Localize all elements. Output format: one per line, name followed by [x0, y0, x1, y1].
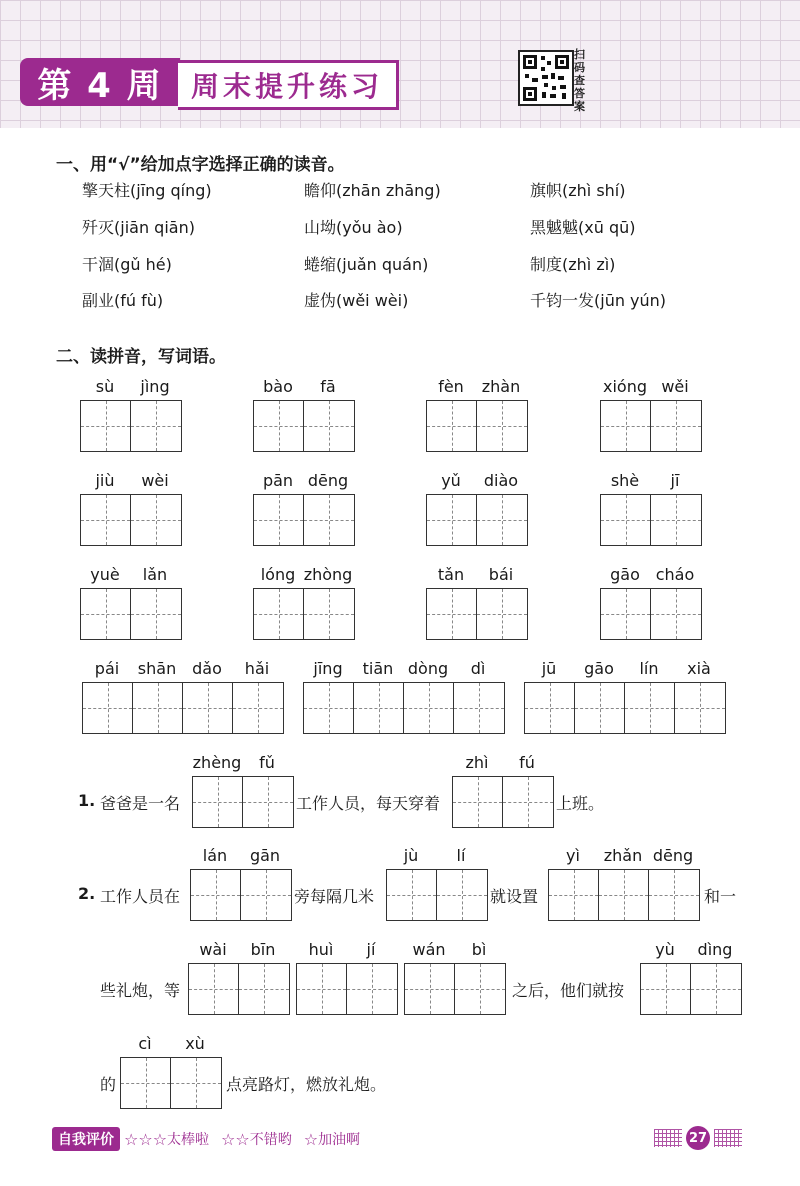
pinyin: fú: [519, 753, 535, 772]
pinyin: jí: [366, 940, 376, 959]
scan-for-answers-label: 扫 码 查 答 案: [574, 48, 585, 113]
writing-box[interactable]: [404, 963, 506, 1015]
writing-box[interactable]: [190, 869, 292, 921]
sentence-number: 1.: [78, 791, 96, 810]
pinyin: wèi: [141, 471, 169, 490]
rating-keep: 加油啊: [318, 1132, 361, 1148]
pinyin: lóng: [260, 565, 296, 584]
pinyin: yì: [566, 846, 580, 865]
pinyin: pān: [262, 471, 294, 490]
pinyin: gāo: [610, 565, 640, 584]
pinyin: sù: [95, 377, 115, 396]
writing-box[interactable]: [80, 400, 182, 452]
sentence-text: 些礼炮，等: [100, 981, 181, 1000]
pinyin: shè: [610, 471, 640, 490]
pinyin: diào: [483, 471, 519, 490]
pinyin: lǎn: [142, 565, 168, 584]
pinyin: wěi: [661, 377, 689, 396]
writing-box[interactable]: [82, 682, 284, 734]
pinyin: lán: [202, 846, 228, 865]
pinyin: fèn: [438, 377, 464, 396]
sentence-text: 的: [100, 1075, 117, 1094]
pinyin: wài: [199, 940, 227, 959]
pinyin: tǎn: [437, 565, 465, 584]
page-decoration: [654, 1129, 682, 1147]
pinyin: xióng: [603, 377, 647, 396]
pinyin: shān: [137, 659, 177, 678]
writing-box[interactable]: [426, 588, 528, 640]
star-icon[interactable]: ☆☆: [221, 1129, 250, 1149]
writing-box[interactable]: [253, 494, 355, 546]
pinyin: dēng: [652, 846, 694, 865]
writing-box[interactable]: [452, 776, 554, 828]
sentence-text: 旁每隔几米: [294, 887, 375, 906]
qr-code-icon[interactable]: [518, 50, 574, 106]
pinyin: huì: [308, 940, 334, 959]
writing-box[interactable]: [80, 588, 182, 640]
choice-item[interactable]: 擎天柱(jīng qíng): [82, 181, 212, 200]
section2-heading: 二、读拼音，写词语。: [56, 347, 226, 367]
sentence-text: 爸爸是一名: [100, 794, 181, 813]
pinyin: fǔ: [259, 753, 275, 772]
star-icon[interactable]: ☆: [303, 1129, 319, 1149]
writing-box[interactable]: [600, 400, 702, 452]
page-number: 27: [686, 1126, 710, 1150]
pinyin: lín: [639, 659, 659, 678]
page-decoration: [714, 1129, 742, 1147]
section1-heading: 一、用“√”给加点字选择正确的读音。: [56, 155, 345, 175]
pinyin: fā: [320, 377, 336, 396]
writing-box[interactable]: [640, 963, 742, 1015]
writing-box[interactable]: [253, 588, 355, 640]
choice-item[interactable]: 虚伪(wěi wèi): [304, 291, 409, 310]
sentence-text: 工作人员，每天穿着: [296, 794, 441, 813]
choice-item[interactable]: 干涸(gǔ hé): [82, 255, 172, 274]
pinyin: jiù: [95, 471, 115, 490]
pinyin: xù: [185, 1034, 205, 1053]
sentence-number: 2.: [78, 884, 96, 903]
rating-great: 太棒啦: [167, 1132, 210, 1148]
pinyin: wán: [412, 940, 446, 959]
writing-box[interactable]: [120, 1057, 222, 1109]
pinyin: bào: [263, 377, 293, 396]
pinyin: zhèng: [192, 753, 242, 772]
writing-box[interactable]: [296, 963, 398, 1015]
pinyin: gān: [249, 846, 281, 865]
week-label: 第 4 周: [20, 58, 180, 106]
writing-box[interactable]: [600, 494, 702, 546]
rating-good: 不错哟: [249, 1132, 292, 1148]
choice-item[interactable]: 旗帜(zhì shí): [530, 181, 626, 200]
choice-item[interactable]: 制度(zhì zì): [530, 255, 616, 274]
sentence-text: 上班。: [556, 794, 605, 813]
pinyin: pái: [94, 659, 120, 678]
writing-box[interactable]: [426, 494, 528, 546]
choice-item[interactable]: 瞻仰(zhān zhāng): [304, 181, 441, 200]
choice-item[interactable]: 副业(fú fù): [82, 291, 164, 310]
pinyin: bì: [471, 940, 487, 959]
writing-box[interactable]: [192, 776, 294, 828]
choice-item[interactable]: 黑魆魆(xū qū): [530, 218, 636, 237]
pinyin: yù: [655, 940, 675, 959]
choice-item[interactable]: 千钧一发(jūn yún): [530, 291, 667, 310]
pinyin: dìng: [697, 940, 733, 959]
sentence-text: 就设置: [490, 887, 539, 906]
pinyin: zhàn: [481, 377, 521, 396]
sentence-text: 点亮路灯，燃放礼炮。: [226, 1075, 387, 1094]
self-evaluation-bar: [52, 1127, 372, 1151]
writing-box[interactable]: [80, 494, 182, 546]
sentence-text: 之后，他们就按: [512, 981, 625, 1000]
pinyin: zhì: [465, 753, 489, 772]
writing-box[interactable]: [253, 400, 355, 452]
pinyin: cì: [138, 1034, 152, 1053]
pinyin: jū: [541, 659, 557, 678]
choice-item[interactable]: 歼灭(jiān qiān): [82, 218, 195, 237]
writing-box[interactable]: [386, 869, 488, 921]
writing-box[interactable]: [548, 869, 700, 921]
pinyin: bīn: [250, 940, 276, 959]
pinyin: dòng: [407, 659, 449, 678]
pinyin: jīng: [313, 659, 343, 678]
writing-box[interactable]: [303, 682, 505, 734]
writing-box[interactable]: [524, 682, 726, 734]
writing-box[interactable]: [188, 963, 290, 1015]
pinyin: dēng: [307, 471, 349, 490]
self-eval-label: 自我评价: [52, 1127, 120, 1151]
choice-item[interactable]: 蜷缩(juǎn quán): [304, 255, 429, 274]
pinyin: gāo: [584, 659, 614, 678]
sentence-text: 和一: [704, 887, 737, 906]
star-icon[interactable]: ☆☆☆: [124, 1129, 168, 1149]
pinyin: bái: [488, 565, 514, 584]
page-title: 周末提升练习: [178, 60, 399, 110]
pinyin: dì: [470, 659, 486, 678]
writing-box[interactable]: [600, 588, 702, 640]
pinyin: yuè: [90, 565, 120, 584]
pinyin: jù: [403, 846, 419, 865]
sentence-text: 工作人员在: [100, 887, 181, 906]
choice-item[interactable]: 山坳(yǒu ào): [304, 218, 403, 237]
pinyin: tiān: [362, 659, 394, 678]
pinyin: zhòng: [303, 565, 353, 584]
pinyin: jī: [670, 471, 680, 490]
pinyin: xià: [687, 659, 711, 678]
pinyin: cháo: [655, 565, 695, 584]
pinyin: lí: [456, 846, 466, 865]
pinyin: zhǎn: [603, 846, 643, 865]
pinyin: yǔ: [441, 471, 461, 490]
pinyin: hǎi: [244, 659, 270, 678]
writing-box[interactable]: [426, 400, 528, 452]
pinyin: dǎo: [192, 659, 222, 678]
pinyin: jìng: [140, 377, 170, 396]
